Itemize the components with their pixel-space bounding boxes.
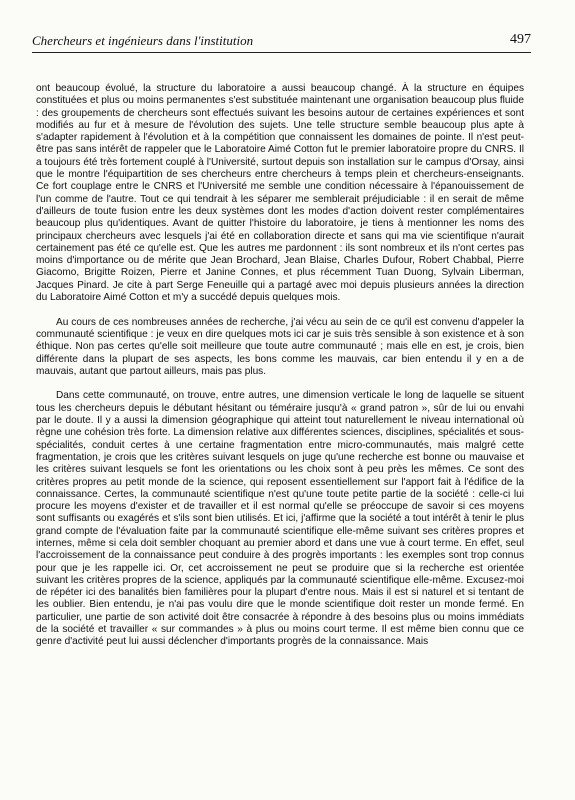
running-header bbox=[32, 34, 531, 53]
paragraph-1: ont beaucoup évolué, la structure du laboratoire a aussi beaucoup changé. À la structure en équipes constituées et plus ou moins permanentes s'est substituée maintenant une organisation beaucoup plus fluide : des groupements de chercheurs sont effectués suivant les besoins autour de certaines expériences et sont modifiés au fur et à mesure de l'évolution des sujets. Une telle structure semble beaucoup plus apte à s'adapter rapidement à l'évolution et à la compétition que connaissent les domaines de pointe. Il n'est peut-être pas sans intérêt de rappeler que le Laboratoire Aimé Cotton fut le premier laboratoire propre du CNRS. Il a toujours été très fortement couplé à l'Université, surtout depuis son installation sur le campus d'Orsay, ainsi que le montre l'équipartition de ses chercheurs entre chercheurs à temps plein et chercheurs-enseignants. Ce fort couplage entre le CNRS et l'Université me semble une condition nécessaire à l'épanouissement de l'un comme de l'autre. Tout ce qui tendrait à les séparer me semblerait préjudiciable : il en serait de même d'ailleurs de toute fusion entre les deux systèmes dont les modes d'action doivent rester complémentaires beaucoup plus qu'identiques. Avant de quitter l'histoire du laboratoire, je tiens à mentionner les noms des principaux chercheurs avec lesquels j'ai été en collaboration directe et sans qui ma vie scientifique n'aurait certainement pas été ce qu'elle est. Que les autres me pardonnent : ils sont nombreux et ils n'ont certes pas moins d'importance ou de mérite que Jean Brochard, Jean Blaise, Charles Dufour, Robert Chabbal, Pierre Giacomo, Brigitte Roizen, Pierre et Janine Connes, et plus récemment Tuan Duong, Sylvain Liberman, Jacques Pinard. Je cite à part Serge Feneuille qui a partagé avec moi depuis plusieurs années la direction du Laboratoire Aimé Cotton et m'y a succédé depuis quelques mois. bbox=[36, 83, 524, 304]
page-number: 497 bbox=[510, 32, 531, 47]
body-text bbox=[36, 83, 524, 649]
paragraph-2: Au cours de ces nombreuses années de recherche, j'ai vécu au sein de ce qu'il est convenu d'appeler la communauté scientifique : je veux en dire quelques mots ici car je suis très sensible à son existence et à son éthique. Non pas certes qu'elle soit meilleure que toute autre communauté ; mais elle en est, je crois, bien différente dans la plupart de ses aspects, les bons comme les mauvais, car bien entendu il y en a de mauvais, autant que partout ailleurs, mais pas plus. bbox=[36, 316, 524, 377]
paragraph-3: Dans cette communauté, on trouve, entre autres, une dimension verticale le long de laquelle se situent tous les chercheurs depuis le débutant hésitant ou téméraire jusqu'à « grand patron », sûr de lui ou envahi par le doute. Il y a aussi la dimension géographique qui atteint tout naturellement le niveau international où règne une cohésion très forte. La dimension relative aux différentes sciences, disciplines, spécialités et sous-spécialités, conduit certes à une certaine fragmentation entre micro-communautés, mais malgré cette fragmentation, je crois que les critères suivant lesquels on juge qu'une recherche est bonne ou mauvaise et les critères suivant lesquels se font les orientations ou les choix sont à peu près les mêmes. Ce sont des critères propres au petit monde de la science, qui reposent essentiellement sur l'apport fait à l'édifice de la connaissance. Certes, la communauté scientifique n'est qu'une toute petite partie de la société : celle-ci lui procure les moyens d'exister et de travailler et il est normal qu'elle se préoccupe de savoir si ces moyens sont suffisants ou exagérés et s'ils sont bien utilisés. Et ici, j'affirme que la société a tout intérêt à tenir le plus grand compte de l'évaluation faite par la communauté scientifique elle-même suivant ses critères propres et internes, même si cela doit sembler choquant au premier abord et dans une vue à court terme. En effet, seul l'accroissement de la connaissance peut conduire à des progrès importants : les exemples sont trop connus pour que je les rappelle ici. Or, cet accroissement ne peut se produire que si la recherche est orientée suivant les critères propres de la science, appliqués par la communauté scientifique elle-même. Excusez-moi de répéter ici des banalités bien familières pour la plupart d'entre nous. Mais il est si naturel et si tentant de les oublier. Bien entendu, je n'ai pas voulu dire que le monde scientifique doit rester un monde fermé. En particulier, une partie de son activité doit être consacrée à répondre à des besoins plus ou moins immédiats de la société et travailler « sur commandes » à plus ou moins court terme. Il est même bien connu que ce genre d'activité peut lui aussi déclencher d'importants progrès de la connaissance. Mais bbox=[36, 390, 524, 648]
running-title: Chercheurs et ingénieurs dans l'institution bbox=[32, 33, 254, 48]
